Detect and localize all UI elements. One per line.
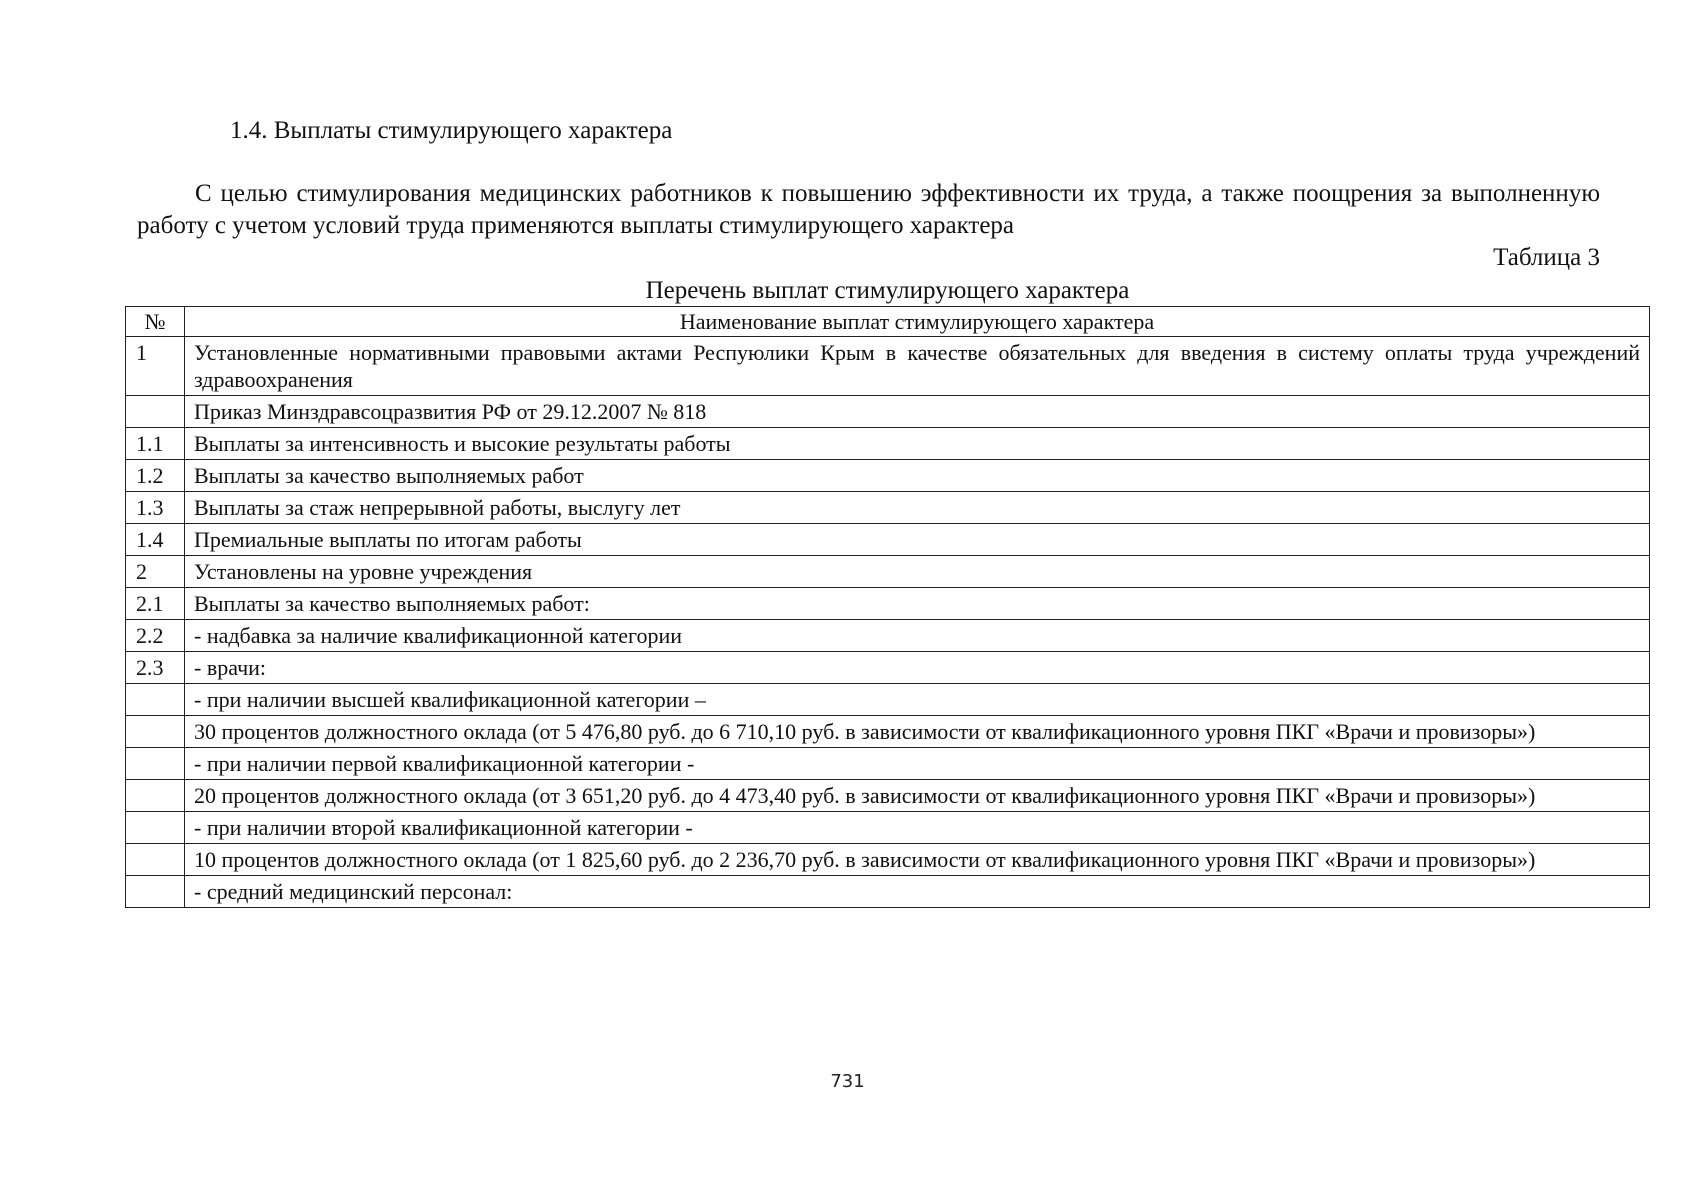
row-name: - при наличии первой квалификационной категории -	[185, 748, 1650, 780]
row-number	[126, 748, 185, 780]
row-name: Приказ Минздравсоцразвития РФ от 29.12.2007 № 818	[185, 396, 1650, 428]
table-row	[126, 812, 1650, 844]
row-name: - средний медицинский персонал:	[185, 876, 1650, 908]
table-header-row	[126, 307, 1650, 337]
table-row	[126, 524, 1650, 556]
row-number	[126, 780, 185, 812]
table-number: Таблица 3	[1493, 244, 1600, 271]
table-row	[126, 780, 1650, 812]
table-row	[126, 460, 1650, 492]
table-row	[126, 337, 1650, 396]
row-number: 2	[126, 556, 185, 588]
page-number: 731	[830, 1071, 865, 1092]
row-number: 1.1	[126, 428, 185, 460]
row-number: 1	[126, 337, 185, 396]
table-row	[126, 684, 1650, 716]
row-name: - надбавка за наличие квалификационной категории	[185, 620, 1650, 652]
row-number: 1.3	[126, 492, 185, 524]
table-row	[126, 876, 1650, 908]
row-name: Выплаты за качество выполняемых работ	[185, 460, 1650, 492]
table-row	[126, 748, 1650, 780]
row-name: 20 процентов должностного оклада (от 3 651,20 руб. до 4 473,40 руб. в зависимости от квалификационного уровня ПКГ «Врачи и провизоры»)	[185, 780, 1650, 812]
row-number	[126, 812, 185, 844]
intro-paragraph: С целью стимулирования медицинских работников к повышению эффективности их труда, а также поощрения за выполненную работу с учетом условий труда применяются выплаты стимулирующего характера	[137, 180, 1600, 239]
row-name: 10 процентов должностного оклада (от 1 825,60 руб. до 2 236,70 руб. в зависимости от квалификационного уровня ПКГ «Врачи и провизоры»)	[185, 844, 1650, 876]
table-row	[126, 652, 1650, 684]
row-number: 2.2	[126, 620, 185, 652]
table-row	[126, 396, 1650, 428]
row-number: 1.2	[126, 460, 185, 492]
row-name: 30 процентов должностного оклада (от 5 476,80 руб. до 6 710,10 руб. в зависимости от квалификационного уровня ПКГ «Врачи и провизоры»)	[185, 716, 1650, 748]
table-row	[126, 588, 1650, 620]
row-name: Премиальные выплаты по итогам работы	[185, 524, 1650, 556]
column-header-name: Наименование выплат стимулирующего характера	[185, 307, 1650, 337]
row-number	[126, 684, 185, 716]
table-caption: Перечень выплат стимулирующего характера	[645, 277, 1130, 304]
table-row	[126, 716, 1650, 748]
row-number: 2.3	[126, 652, 185, 684]
row-name: Установлены на уровне учреждения	[185, 556, 1650, 588]
row-number	[126, 844, 185, 876]
row-number: 1.4	[126, 524, 185, 556]
row-name: - при наличии высшей квалификационной категории –	[185, 684, 1650, 716]
column-header-number: №	[126, 307, 185, 337]
table-row	[126, 492, 1650, 524]
row-name: Установленные нормативными правовыми актами Респуюлики Крым в качестве обязательных для введения в систему оплаты труда учреждений здравоохранения	[185, 337, 1650, 396]
row-number	[126, 876, 185, 908]
table-row	[126, 428, 1650, 460]
row-number	[126, 716, 185, 748]
section-heading: 1.4. Выплаты стимулирующего характера	[230, 117, 673, 144]
row-number	[126, 396, 185, 428]
row-name: Выплаты за качество выполняемых работ:	[185, 588, 1650, 620]
row-name: - при наличии второй квалификационной категории -	[185, 812, 1650, 844]
row-name: - врачи:	[185, 652, 1650, 684]
table-row	[126, 844, 1650, 876]
table-row	[126, 620, 1650, 652]
row-name: Выплаты за стаж непрерывной работы, выслугу лет	[185, 492, 1650, 524]
row-name: Выплаты за интенсивность и высокие результаты работы	[185, 428, 1650, 460]
payments-table	[125, 306, 1650, 908]
table-row	[126, 556, 1650, 588]
row-number: 2.1	[126, 588, 185, 620]
